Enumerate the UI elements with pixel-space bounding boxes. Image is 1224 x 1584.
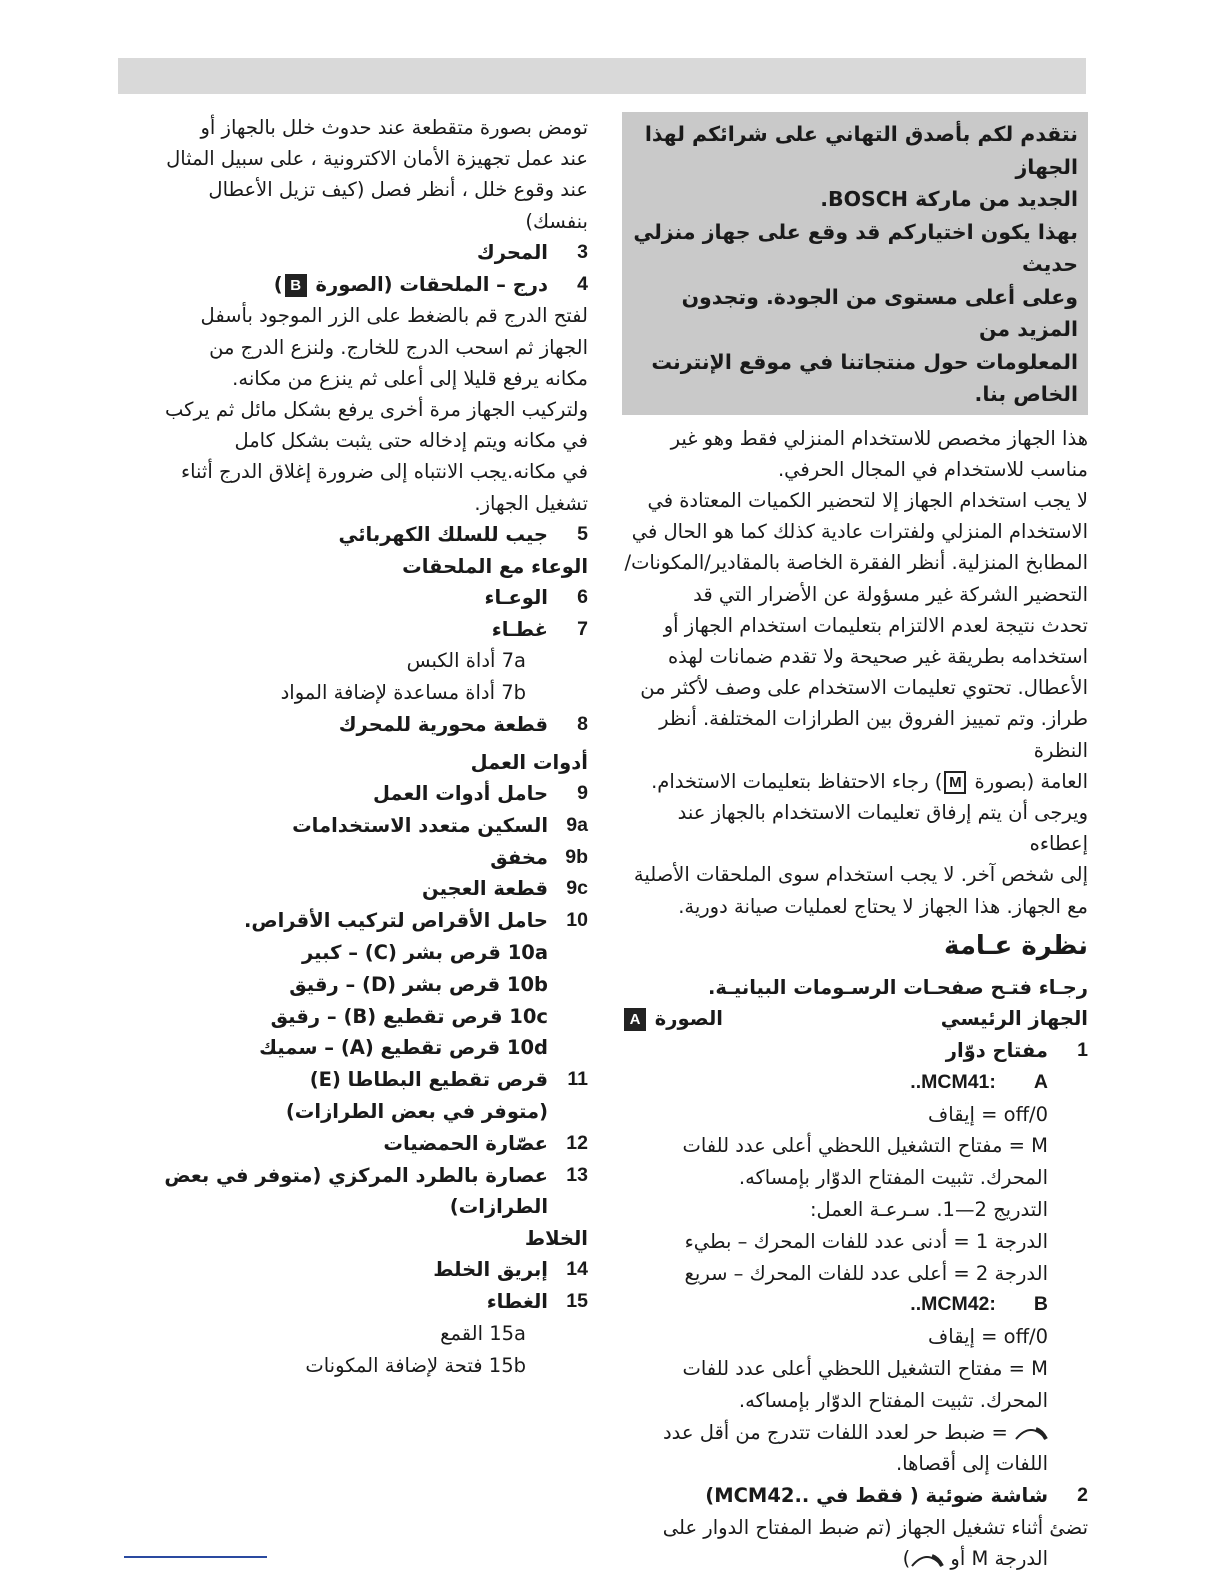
item-7a: 7a أداة الكبس [406,649,526,673]
usage-line-figure [622,766,1088,797]
disc-item: 10d قرص تقطيع (A) – سميك [259,1036,548,1060]
model-b-line: off/0 = إيقاف [928,1325,1048,1349]
item-number: 12 [566,1131,588,1154]
usage-line: تحدث نتيجة لعدم الالتزام بتعليمات استخدام الجهاز أو [663,613,1088,637]
item-number: 11 [567,1068,588,1091]
item-2-text-b-label: الدرجة M أو [950,1547,1048,1571]
arc-text: = ضبط حر لعدد اللفات تتدرج من أقل عدد [662,1420,1008,1444]
header-bar [118,58,1086,94]
item-8 [118,709,588,741]
item-15a: 15a القمع [440,1321,526,1345]
item-number: 9a [566,813,588,836]
item-label: المحرك [476,240,548,264]
arc-dial-icon [1014,1425,1048,1441]
item-number: 1 [1077,1038,1088,1061]
model-b-line: المحرك. تثبيت المفتاح الدوّار بإمساكه. [738,1388,1048,1412]
item-label: شاشة ضوئية ( فقط في ..MCM42) [705,1484,1048,1508]
arc-dial-icon [910,1552,944,1568]
figure-b-box: B [285,274,307,297]
model-a-line: المحرك. تثبيت المفتاح الدوّار بإمساكه. [738,1166,1048,1190]
item-number: 2 [1077,1484,1088,1507]
usage-line: إلى شخص آخر. لا يجب استخدام سوى الملحقات الأصلية [633,863,1088,887]
model-a-line: الدرجة 1 = أدنى عدد للفات المحرك – بطيء [684,1229,1048,1253]
tool-item [118,778,588,810]
cont-line: عند وقوع خلل ، أنظر فصل (كيف تزيل الأعطال [208,178,588,202]
usage-fig-text-a: العامة (بصورة [974,769,1088,793]
item-4-line: لفتح الدرج قم بالضغط على الزر الموجود بأسفل [200,304,588,328]
item-number: 8 [577,713,588,736]
item-number: 4 [577,272,588,295]
item-number: 7 [577,617,588,640]
model-b-arc-line [622,1417,1088,1449]
model-b-row [622,1289,1088,1321]
item-4-line: مكانه يرفع قليلا إلى أعلى ثم ينزع من مكانه. [232,366,588,390]
usage-line: مناسب للاستخدام في المجال الحرفي. [777,457,1088,481]
item-13 [118,1160,588,1224]
item-11 [118,1064,588,1096]
item-2-text: تضئ أثناء تشغيل الجهاز (تم ضبط المفتاح الدوار على [662,1515,1088,1539]
item-number: 10 [566,909,588,932]
tool-item [118,905,588,937]
item-7b: 7b أداة مساعدة لإضافة المواد [280,681,526,705]
item-2-text-b [622,1543,1088,1575]
model-letter: B [1033,1293,1048,1316]
item-label: جيب للسلك الكهربائي [338,522,548,546]
item-4-line: في مكانه.يجب الانتباه إلى ضرورة إغلاق الدرج أثناء [180,460,588,484]
bowl-heading: الوعاء مع الملحقات [402,554,588,578]
item-4-line: الجهاز ثم اسحب الدرج للخارج. ولنزع الدرج من [209,335,588,359]
usage-fig-text-b: ) رجاء الاحتفاظ بتعليمات الاستخدام. [651,769,943,793]
closing-paren: ) [902,1547,911,1571]
item-4-line: ولتركيب الجهاز مرة أخرى يرفع بشكل مائل ثم يركب [165,398,588,422]
footnote-divider [124,1556,267,1558]
item-6 [118,582,588,614]
item-11-note: (متوفر في بعض الطرازات) [285,1099,548,1123]
item-label: مفتاح دوّار [945,1038,1048,1062]
item-label: مخفق [490,845,548,869]
item-5 [118,519,588,551]
item-4-line: في مكانه ويتم إدخاله حتى يثبت بشكل كامل [234,429,588,453]
model-a-line: الدرجة 2 = أعلى عدد للفات المحرك – سريع [684,1261,1048,1285]
model-a-line: M = مفتاح التشغيل اللحظي أعلى عدد للفات [682,1134,1048,1158]
intro-line: بهذا يكون اختياركم قد وقع على جهاز منزلي حديث [633,219,1078,276]
tools-heading: أدوات العمل [470,750,588,774]
item-label: عصّارة الحمضيات [383,1131,548,1155]
item-4-label-text: درج – الملحقات (الصورة [315,272,548,296]
right-column [622,112,1088,1575]
figure-a-box: A [624,1008,646,1031]
figure-ref [622,1003,723,1035]
intro-line: المعلومات حول منتجاتنا في موقع الإنترنت الخاص بنا. [651,349,1078,406]
disc-item: 10c قرص تقطيع (B) – رقيق [270,1004,548,1028]
figure-label: الصورة [654,1006,723,1030]
intro-line: الجديد من ماركة BOSCH. [820,187,1078,211]
item-label: حامل أدوات العمل [372,782,548,806]
intro-line: وعلى أعلى مستوى من الجودة. وتجدون المزيد من [681,284,1078,341]
disc-item: 10a قرص بشر (C) – كبير [302,941,548,964]
model-a-row [622,1067,1088,1099]
item-15b: 15b فتحة لإضافة المكونات [305,1353,526,1377]
item-1 [622,1035,1088,1067]
cont-line: بنفسك) [525,209,588,233]
figure-m-box: M [944,771,966,794]
usage-line: الأعطال. تحتوي تعليمات الاستخدام على وصف لأكثر من [640,676,1088,700]
model-b-line: M = مفتاح التشغيل اللحظي أعلى عدد للفات [682,1356,1048,1380]
item-4-line: تشغيل الجهاز. [474,491,588,515]
usage-line: مع الجهاز. هذا الجهاز لا يحتاج لعمليات صيانة دورية. [678,894,1088,918]
item-label: قطعة العجين [422,877,548,901]
item-number: 14 [566,1258,588,1281]
usage-line: الاستخدام المنزلي ولفترات عادية كذلك كما هو الحال في [631,520,1088,544]
usage-line: ويرجى أن يتم إرفاق تعليمات الاستخدام بالجهاز عند إعطاءه [677,800,1088,856]
item-label: الوعـاء [484,585,548,609]
item-label: درج – الملحقات (الصورة B) [273,272,548,296]
item-15 [118,1286,588,1318]
usage-line: هذا الجهاز مخصص للاستخدام المنزلي فقط وهو غير [670,426,1088,450]
item-number: 13 [566,1163,588,1186]
model-a-line: off/0 = إيقاف [928,1102,1048,1126]
item-number: 5 [577,522,588,545]
item-label: غطـاء [491,617,548,641]
item-2 [622,1480,1088,1512]
main-unit-row [622,1003,1088,1035]
item-label: عصارة بالطرد المركزي (متوفر في بعض الطرازات) [164,1163,548,1219]
overview-heading: نظرة عـامة [944,930,1088,961]
item-number: 9c [566,877,588,900]
model-name: :MCM41.. [910,1070,996,1093]
disc-item: 10b قرص بشر (D) – رقيق [289,972,548,996]
graphics-note: رجـاء فتـح صفحـات الرسـومات البيانيـة. [708,975,1088,999]
item-4-text [118,300,588,518]
intro-line: نتقدم لكم بأصدق التهاني على شرائكم لهذا الجهاز [644,122,1078,179]
item-12 [118,1128,588,1160]
model-letter: A [1033,1070,1048,1093]
model-b-line: اللفات إلى أقصاها. [895,1452,1048,1476]
item-label: الغطاء [486,1290,548,1314]
item-label: إبريق الخلط [433,1258,548,1282]
item-number: 9b [565,845,588,868]
item-label: قطعة محورية للمحرك [338,713,548,737]
usage-line: لا يجب استخدام الجهاز إلا لتحضير الكميات المعتادة في [647,488,1088,512]
left-column [118,112,588,1382]
tool-item [118,842,588,874]
usage-line: استخدامه بطريقة غير صحيحة ولا تقدم ضمانات لهذه [667,644,1088,668]
usage-line: طراز. وتم تمييز الفروق بين الطرازات المختلفة. أنظر النظرة [659,707,1088,762]
item-number: 9 [577,782,588,805]
item-14 [118,1254,588,1286]
usage-line: التحضير الشركة غير مسؤولة عن الأضرار التي قد [693,582,1088,606]
item-number: 3 [577,240,588,263]
item-4 [118,269,588,301]
intro-box [622,112,1088,415]
usage-line: المطابخ المنزلية. أنظر الفقرة الخاصة بالمقادير/المكونات/ [624,551,1088,575]
cont-line: عند عمل تجهيزة الأمان الاكترونية ، على سبيل المثال [166,147,588,171]
tool-item [118,810,588,842]
item-label: قرص تقطيع البطاطا (E) [309,1068,548,1092]
item-number: 6 [577,585,588,608]
blender-heading: الخلاط [524,1227,588,1251]
item-7 [118,614,588,646]
usage-paragraph [622,423,1088,922]
item-label: حامل الأقراص لتركيب الأقراص. [243,909,548,933]
item-3 [118,237,588,269]
item-number: 15 [566,1290,588,1313]
model-a-line: التدريج 2—1. سـرعـة العمل: [809,1197,1048,1221]
item-label: السكين متعدد الاستخدامات [292,813,548,837]
cont-line: تومض بصورة متقطعة عند حدوث خلل بالجهاز أو [200,116,588,139]
main-unit-label: الجهاز الرئيسي [940,1006,1088,1030]
model-name: :MCM42.. [910,1293,996,1316]
tool-item [118,873,588,905]
